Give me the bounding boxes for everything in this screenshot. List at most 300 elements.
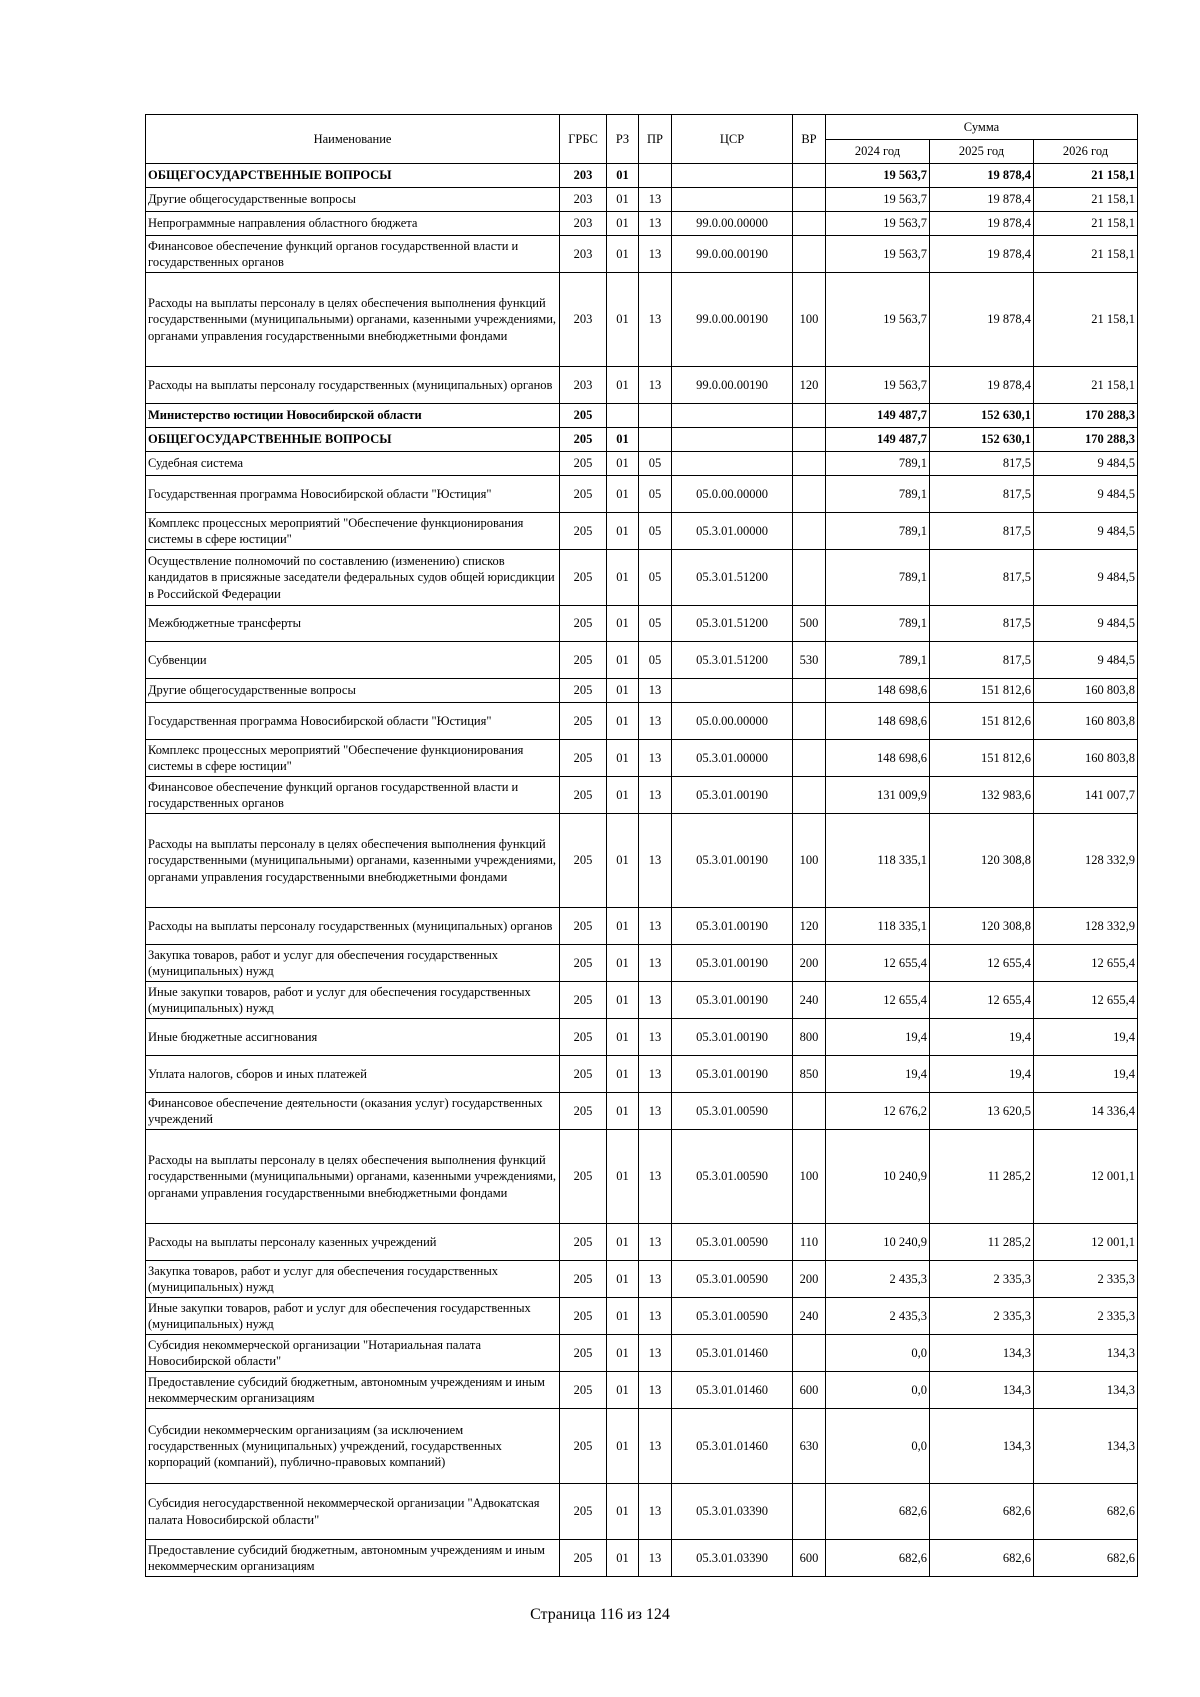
cell-2024: 131 009,9 <box>826 777 930 814</box>
cell-2024: 148 698,6 <box>826 703 930 740</box>
table-row <box>146 188 1138 212</box>
cell-csr: 05.3.01.01460 <box>672 1335 793 1372</box>
table-row <box>146 1224 1138 1261</box>
cell-name: Непрограммные направления областного бюджета <box>146 212 560 236</box>
table-row <box>146 777 1138 814</box>
cell-pr: 13 <box>639 703 672 740</box>
cell-2024: 789,1 <box>826 452 930 476</box>
table-row <box>146 452 1138 476</box>
header-year-2026: 2026 год <box>1034 140 1138 164</box>
cell-2025: 152 630,1 <box>930 404 1034 428</box>
cell-grbs: 205 <box>560 1409 607 1484</box>
cell-grbs: 205 <box>560 679 607 703</box>
cell-csr: 05.3.01.00190 <box>672 777 793 814</box>
cell-rz: 01 <box>607 1409 639 1484</box>
cell-csr: 05.3.01.51200 <box>672 642 793 679</box>
cell-rz: 01 <box>607 814 639 908</box>
cell-pr: 13 <box>639 945 672 982</box>
cell-vr: 240 <box>793 982 826 1019</box>
cell-2026: 170 288,3 <box>1034 428 1138 452</box>
cell-rz: 01 <box>607 1093 639 1130</box>
cell-pr: 13 <box>639 1540 672 1577</box>
cell-2026: 9 484,5 <box>1034 513 1138 550</box>
cell-2024: 12 655,4 <box>826 982 930 1019</box>
cell-name: Закупка товаров, работ и услуг для обеспечения государственных (муниципальных) нужд <box>146 1261 560 1298</box>
cell-grbs: 205 <box>560 1335 607 1372</box>
cell-name: ОБЩЕГОСУДАРСТВЕННЫЕ ВОПРОСЫ <box>146 428 560 452</box>
cell-csr: 05.0.00.00000 <box>672 476 793 513</box>
cell-vr: 800 <box>793 1019 826 1056</box>
cell-grbs: 205 <box>560 1372 607 1409</box>
header-year-2024: 2024 год <box>826 140 930 164</box>
cell-csr <box>672 452 793 476</box>
table-body <box>146 164 1138 1577</box>
table-row <box>146 212 1138 236</box>
cell-2025: 19 878,4 <box>930 273 1034 367</box>
cell-2026: 14 336,4 <box>1034 1093 1138 1130</box>
cell-2026: 134,3 <box>1034 1409 1138 1484</box>
cell-rz: 01 <box>607 703 639 740</box>
table-row <box>146 642 1138 679</box>
cell-rz: 01 <box>607 513 639 550</box>
cell-pr: 13 <box>639 1298 672 1335</box>
cell-vr: 530 <box>793 642 826 679</box>
cell-grbs: 205 <box>560 908 607 945</box>
cell-pr: 13 <box>639 188 672 212</box>
cell-pr: 13 <box>639 273 672 367</box>
cell-grbs: 205 <box>560 642 607 679</box>
cell-vr <box>793 1484 826 1540</box>
cell-2024: 19 563,7 <box>826 367 930 404</box>
cell-vr <box>793 550 826 606</box>
cell-csr: 05.3.01.51200 <box>672 606 793 642</box>
cell-2026: 160 803,8 <box>1034 679 1138 703</box>
cell-pr <box>639 404 672 428</box>
cell-2025: 2 335,3 <box>930 1261 1034 1298</box>
cell-2026: 19,4 <box>1034 1056 1138 1093</box>
cell-csr <box>672 188 793 212</box>
cell-rz: 01 <box>607 550 639 606</box>
cell-rz: 01 <box>607 164 639 188</box>
cell-name: Расходы на выплаты персоналу казенных учреждений <box>146 1224 560 1261</box>
cell-2026: 9 484,5 <box>1034 476 1138 513</box>
cell-name: Расходы на выплаты персоналу государственных (муниципальных) органов <box>146 908 560 945</box>
cell-pr: 13 <box>639 367 672 404</box>
cell-2025: 817,5 <box>930 606 1034 642</box>
table-row <box>146 367 1138 404</box>
cell-csr: 05.3.01.00590 <box>672 1224 793 1261</box>
cell-pr: 13 <box>639 1372 672 1409</box>
cell-grbs: 205 <box>560 476 607 513</box>
cell-grbs: 205 <box>560 1130 607 1224</box>
cell-2025: 682,6 <box>930 1540 1034 1577</box>
cell-name: Финансовое обеспечение функций органов государственной власти и государственных органов <box>146 236 560 273</box>
table-row <box>146 513 1138 550</box>
cell-2026: 128 332,9 <box>1034 814 1138 908</box>
cell-vr: 630 <box>793 1409 826 1484</box>
cell-csr: 05.3.01.03390 <box>672 1484 793 1540</box>
cell-2026: 21 158,1 <box>1034 273 1138 367</box>
cell-name: Закупка товаров, работ и услуг для обеспечения государственных (муниципальных) нужд <box>146 945 560 982</box>
cell-2026: 682,6 <box>1034 1540 1138 1577</box>
cell-grbs: 205 <box>560 1056 607 1093</box>
cell-csr: 05.3.01.01460 <box>672 1372 793 1409</box>
cell-2025: 817,5 <box>930 513 1034 550</box>
cell-vr <box>793 740 826 777</box>
cell-grbs: 205 <box>560 404 607 428</box>
cell-2024: 149 487,7 <box>826 428 930 452</box>
header-name: Наименование <box>146 115 560 164</box>
cell-2024: 10 240,9 <box>826 1130 930 1224</box>
cell-2024: 789,1 <box>826 513 930 550</box>
cell-2025: 19 878,4 <box>930 236 1034 273</box>
cell-csr: 05.3.01.51200 <box>672 550 793 606</box>
cell-name: Иные закупки товаров, работ и услуг для обеспечения государственных (муниципальных) нужд <box>146 982 560 1019</box>
table-row <box>146 740 1138 777</box>
cell-pr: 13 <box>639 1335 672 1372</box>
cell-grbs: 203 <box>560 367 607 404</box>
cell-pr: 05 <box>639 550 672 606</box>
table-row <box>146 1372 1138 1409</box>
cell-pr: 13 <box>639 1484 672 1540</box>
cell-2025: 151 812,6 <box>930 679 1034 703</box>
cell-2024: 0,0 <box>826 1372 930 1409</box>
table-row <box>146 1540 1138 1577</box>
cell-pr: 13 <box>639 777 672 814</box>
table-row <box>146 606 1138 642</box>
cell-2024: 12 676,2 <box>826 1093 930 1130</box>
cell-vr: 850 <box>793 1056 826 1093</box>
cell-csr: 05.3.01.03390 <box>672 1540 793 1577</box>
cell-name: Расходы на выплаты персоналу в целях обеспечения выполнения функций государственными (муниципальными) органами, казенными учреждениями, органами управления государственными внебюджетными фондами <box>146 814 560 908</box>
cell-2025: 12 655,4 <box>930 945 1034 982</box>
cell-name: Финансовое обеспечение деятельности (оказания услуг) государственных учреждений <box>146 1093 560 1130</box>
cell-2026: 134,3 <box>1034 1335 1138 1372</box>
cell-2026: 128 332,9 <box>1034 908 1138 945</box>
cell-2024: 149 487,7 <box>826 404 930 428</box>
cell-2026: 160 803,8 <box>1034 740 1138 777</box>
cell-2026: 170 288,3 <box>1034 404 1138 428</box>
cell-vr <box>793 236 826 273</box>
cell-name: Судебная система <box>146 452 560 476</box>
cell-pr: 05 <box>639 513 672 550</box>
table-row <box>146 1093 1138 1130</box>
cell-rz: 01 <box>607 1335 639 1372</box>
cell-2024: 148 698,6 <box>826 679 930 703</box>
cell-pr: 13 <box>639 1019 672 1056</box>
cell-rz: 01 <box>607 1224 639 1261</box>
cell-grbs: 205 <box>560 428 607 452</box>
cell-pr: 13 <box>639 908 672 945</box>
table-row <box>146 236 1138 273</box>
cell-2024: 19 563,7 <box>826 273 930 367</box>
cell-rz: 01 <box>607 428 639 452</box>
cell-grbs: 205 <box>560 1484 607 1540</box>
cell-2024: 10 240,9 <box>826 1224 930 1261</box>
cell-2026: 9 484,5 <box>1034 550 1138 606</box>
cell-grbs: 205 <box>560 1224 607 1261</box>
cell-name: Предоставление субсидий бюджетным, автономным учреждениям и иным некоммерческим организациям <box>146 1372 560 1409</box>
cell-name: Другие общегосударственные вопросы <box>146 679 560 703</box>
cell-csr: 05.0.00.00000 <box>672 703 793 740</box>
cell-grbs: 203 <box>560 212 607 236</box>
cell-pr: 13 <box>639 1409 672 1484</box>
cell-name: Иные бюджетные ассигнования <box>146 1019 560 1056</box>
table-row <box>146 550 1138 606</box>
cell-csr: 05.3.01.00190 <box>672 1019 793 1056</box>
cell-rz: 01 <box>607 642 639 679</box>
cell-csr: 05.3.01.00590 <box>672 1130 793 1224</box>
cell-2026: 21 158,1 <box>1034 367 1138 404</box>
cell-grbs: 205 <box>560 606 607 642</box>
cell-rz: 01 <box>607 740 639 777</box>
cell-grbs: 203 <box>560 273 607 367</box>
cell-name: Комплекс процессных мероприятий "Обеспечение функционирования системы в сфере юстиции" <box>146 513 560 550</box>
cell-name: Комплекс процессных мероприятий "Обеспечение функционирования системы в сфере юстиции" <box>146 740 560 777</box>
table-row <box>146 1335 1138 1372</box>
cell-2026: 141 007,7 <box>1034 777 1138 814</box>
cell-2024: 19 563,7 <box>826 188 930 212</box>
cell-name: Иные закупки товаров, работ и услуг для обеспечения государственных (муниципальных) нужд <box>146 1298 560 1335</box>
cell-vr <box>793 212 826 236</box>
cell-rz: 01 <box>607 606 639 642</box>
cell-rz: 01 <box>607 908 639 945</box>
cell-rz: 01 <box>607 236 639 273</box>
cell-2026: 682,6 <box>1034 1484 1138 1540</box>
cell-pr: 13 <box>639 982 672 1019</box>
cell-vr: 100 <box>793 1130 826 1224</box>
cell-vr: 110 <box>793 1224 826 1261</box>
cell-2024: 19,4 <box>826 1019 930 1056</box>
cell-csr: 05.3.01.01460 <box>672 1409 793 1484</box>
cell-pr: 13 <box>639 1224 672 1261</box>
cell-2026: 2 335,3 <box>1034 1261 1138 1298</box>
cell-pr: 13 <box>639 212 672 236</box>
cell-2025: 11 285,2 <box>930 1224 1034 1261</box>
cell-vr: 500 <box>793 606 826 642</box>
cell-name: Субсидия некоммерческой организации "Нотариальная палата Новосибирской области" <box>146 1335 560 1372</box>
cell-2024: 12 655,4 <box>826 945 930 982</box>
cell-csr: 05.3.01.00190 <box>672 945 793 982</box>
cell-2026: 21 158,1 <box>1034 212 1138 236</box>
cell-2024: 789,1 <box>826 550 930 606</box>
cell-vr <box>793 428 826 452</box>
cell-2025: 11 285,2 <box>930 1130 1034 1224</box>
cell-rz: 01 <box>607 1484 639 1540</box>
cell-2024: 118 335,1 <box>826 814 930 908</box>
cell-grbs: 203 <box>560 188 607 212</box>
cell-grbs: 205 <box>560 1540 607 1577</box>
cell-2024: 19 563,7 <box>826 236 930 273</box>
cell-2025: 2 335,3 <box>930 1298 1034 1335</box>
table-row <box>146 908 1138 945</box>
cell-2026: 21 158,1 <box>1034 164 1138 188</box>
cell-2025: 134,3 <box>930 1409 1034 1484</box>
cell-csr <box>672 428 793 452</box>
cell-grbs: 203 <box>560 236 607 273</box>
cell-csr <box>672 164 793 188</box>
cell-2025: 682,6 <box>930 1484 1034 1540</box>
cell-csr: 05.3.01.00190 <box>672 982 793 1019</box>
cell-csr: 99.0.00.00190 <box>672 273 793 367</box>
cell-2026: 12 001,1 <box>1034 1130 1138 1224</box>
cell-rz: 01 <box>607 367 639 404</box>
cell-vr <box>793 777 826 814</box>
cell-2025: 19 878,4 <box>930 367 1034 404</box>
header-csr: ЦСР <box>672 115 793 164</box>
cell-rz: 01 <box>607 1019 639 1056</box>
cell-pr: 05 <box>639 452 672 476</box>
cell-grbs: 203 <box>560 164 607 188</box>
cell-pr: 13 <box>639 740 672 777</box>
cell-2024: 19 563,7 <box>826 212 930 236</box>
cell-vr: 600 <box>793 1372 826 1409</box>
cell-2025: 134,3 <box>930 1372 1034 1409</box>
cell-rz: 01 <box>607 273 639 367</box>
cell-vr <box>793 513 826 550</box>
cell-name: Государственная программа Новосибирской области "Юстиция" <box>146 703 560 740</box>
table-row <box>146 1484 1138 1540</box>
cell-rz: 01 <box>607 452 639 476</box>
cell-csr <box>672 404 793 428</box>
cell-grbs: 205 <box>560 814 607 908</box>
table-header <box>146 115 1138 164</box>
table-row <box>146 1130 1138 1224</box>
cell-grbs: 205 <box>560 550 607 606</box>
cell-vr <box>793 703 826 740</box>
cell-vr: 200 <box>793 1261 826 1298</box>
cell-2025: 817,5 <box>930 550 1034 606</box>
cell-rz <box>607 404 639 428</box>
cell-name: Субсидия негосударственной некоммерческой организации "Адвокатская палата Новосибирской области" <box>146 1484 560 1540</box>
cell-2026: 160 803,8 <box>1034 703 1138 740</box>
cell-pr: 13 <box>639 1056 672 1093</box>
cell-name: Осуществление полномочий по составлению (изменению) списков кандидатов в присяжные заседатели федеральных судов общей юрисдикции в Российской Федерации <box>146 550 560 606</box>
header-sum: Сумма <box>826 115 1138 140</box>
cell-2025: 132 983,6 <box>930 777 1034 814</box>
cell-csr: 05.3.01.00000 <box>672 740 793 777</box>
page-number: Страница 116 из 124 <box>530 1606 670 1623</box>
cell-csr: 99.0.00.00000 <box>672 212 793 236</box>
cell-pr: 05 <box>639 642 672 679</box>
table-row <box>146 703 1138 740</box>
cell-rz: 01 <box>607 1372 639 1409</box>
cell-name: Государственная программа Новосибирской области "Юстиция" <box>146 476 560 513</box>
cell-2026: 2 335,3 <box>1034 1298 1138 1335</box>
cell-2025: 817,5 <box>930 452 1034 476</box>
cell-2026: 134,3 <box>1034 1372 1138 1409</box>
cell-vr <box>793 476 826 513</box>
cell-grbs: 205 <box>560 1093 607 1130</box>
header-year-2025: 2025 год <box>930 140 1034 164</box>
cell-2025: 120 308,8 <box>930 814 1034 908</box>
cell-name: Расходы на выплаты персоналу государственных (муниципальных) органов <box>146 367 560 404</box>
cell-grbs: 205 <box>560 740 607 777</box>
cell-vr <box>793 188 826 212</box>
cell-2025: 19 878,4 <box>930 212 1034 236</box>
cell-2026: 21 158,1 <box>1034 188 1138 212</box>
cell-rz: 01 <box>607 1540 639 1577</box>
cell-rz: 01 <box>607 777 639 814</box>
cell-rz: 01 <box>607 1261 639 1298</box>
cell-2026: 12 001,1 <box>1034 1224 1138 1261</box>
cell-2026: 9 484,5 <box>1034 606 1138 642</box>
cell-grbs: 205 <box>560 777 607 814</box>
table-row <box>146 164 1138 188</box>
cell-name: Финансовое обеспечение функций органов государственной власти и государственных органов <box>146 777 560 814</box>
cell-vr <box>793 452 826 476</box>
cell-pr: 13 <box>639 1261 672 1298</box>
cell-pr: 13 <box>639 814 672 908</box>
cell-pr <box>639 428 672 452</box>
cell-2024: 2 435,3 <box>826 1261 930 1298</box>
header-pr: ПР <box>639 115 672 164</box>
cell-grbs: 205 <box>560 1019 607 1056</box>
cell-name: ОБЩЕГОСУДАРСТВЕННЫЕ ВОПРОСЫ <box>146 164 560 188</box>
header-grbs: ГРБС <box>560 115 607 164</box>
cell-name: Межбюджетные трансферты <box>146 606 560 642</box>
cell-pr: 05 <box>639 476 672 513</box>
cell-2025: 19,4 <box>930 1056 1034 1093</box>
cell-2025: 13 620,5 <box>930 1093 1034 1130</box>
cell-2024: 148 698,6 <box>826 740 930 777</box>
table-row <box>146 476 1138 513</box>
table-row <box>146 1056 1138 1093</box>
table-row <box>146 404 1138 428</box>
cell-2024: 789,1 <box>826 476 930 513</box>
cell-vr: 240 <box>793 1298 826 1335</box>
cell-rz: 01 <box>607 1298 639 1335</box>
cell-vr <box>793 1093 826 1130</box>
table-row <box>146 814 1138 908</box>
cell-2024: 682,6 <box>826 1540 930 1577</box>
cell-rz: 01 <box>607 1130 639 1224</box>
table-row <box>146 1409 1138 1484</box>
cell-grbs: 205 <box>560 703 607 740</box>
cell-2024: 0,0 <box>826 1409 930 1484</box>
cell-2025: 120 308,8 <box>930 908 1034 945</box>
cell-pr: 13 <box>639 679 672 703</box>
cell-pr: 13 <box>639 236 672 273</box>
cell-vr: 100 <box>793 814 826 908</box>
cell-csr <box>672 679 793 703</box>
cell-csr: 05.3.01.00590 <box>672 1261 793 1298</box>
cell-2026: 12 655,4 <box>1034 982 1138 1019</box>
table-row <box>146 1261 1138 1298</box>
table-row <box>146 679 1138 703</box>
cell-2026: 21 158,1 <box>1034 236 1138 273</box>
cell-csr: 05.3.01.00190 <box>672 1056 793 1093</box>
cell-vr <box>793 1335 826 1372</box>
cell-2025: 817,5 <box>930 476 1034 513</box>
cell-vr <box>793 679 826 703</box>
cell-rz: 01 <box>607 679 639 703</box>
cell-2026: 9 484,5 <box>1034 642 1138 679</box>
cell-rz: 01 <box>607 476 639 513</box>
cell-name: Уплата налогов, сборов и иных платежей <box>146 1056 560 1093</box>
table-row <box>146 1298 1138 1335</box>
cell-rz: 01 <box>607 982 639 1019</box>
cell-vr: 600 <box>793 1540 826 1577</box>
cell-2024: 2 435,3 <box>826 1298 930 1335</box>
cell-rz: 01 <box>607 188 639 212</box>
cell-2025: 151 812,6 <box>930 740 1034 777</box>
cell-pr: 13 <box>639 1093 672 1130</box>
cell-2025: 151 812,6 <box>930 703 1034 740</box>
table-row <box>146 273 1138 367</box>
cell-2024: 789,1 <box>826 606 930 642</box>
cell-2025: 134,3 <box>930 1335 1034 1372</box>
